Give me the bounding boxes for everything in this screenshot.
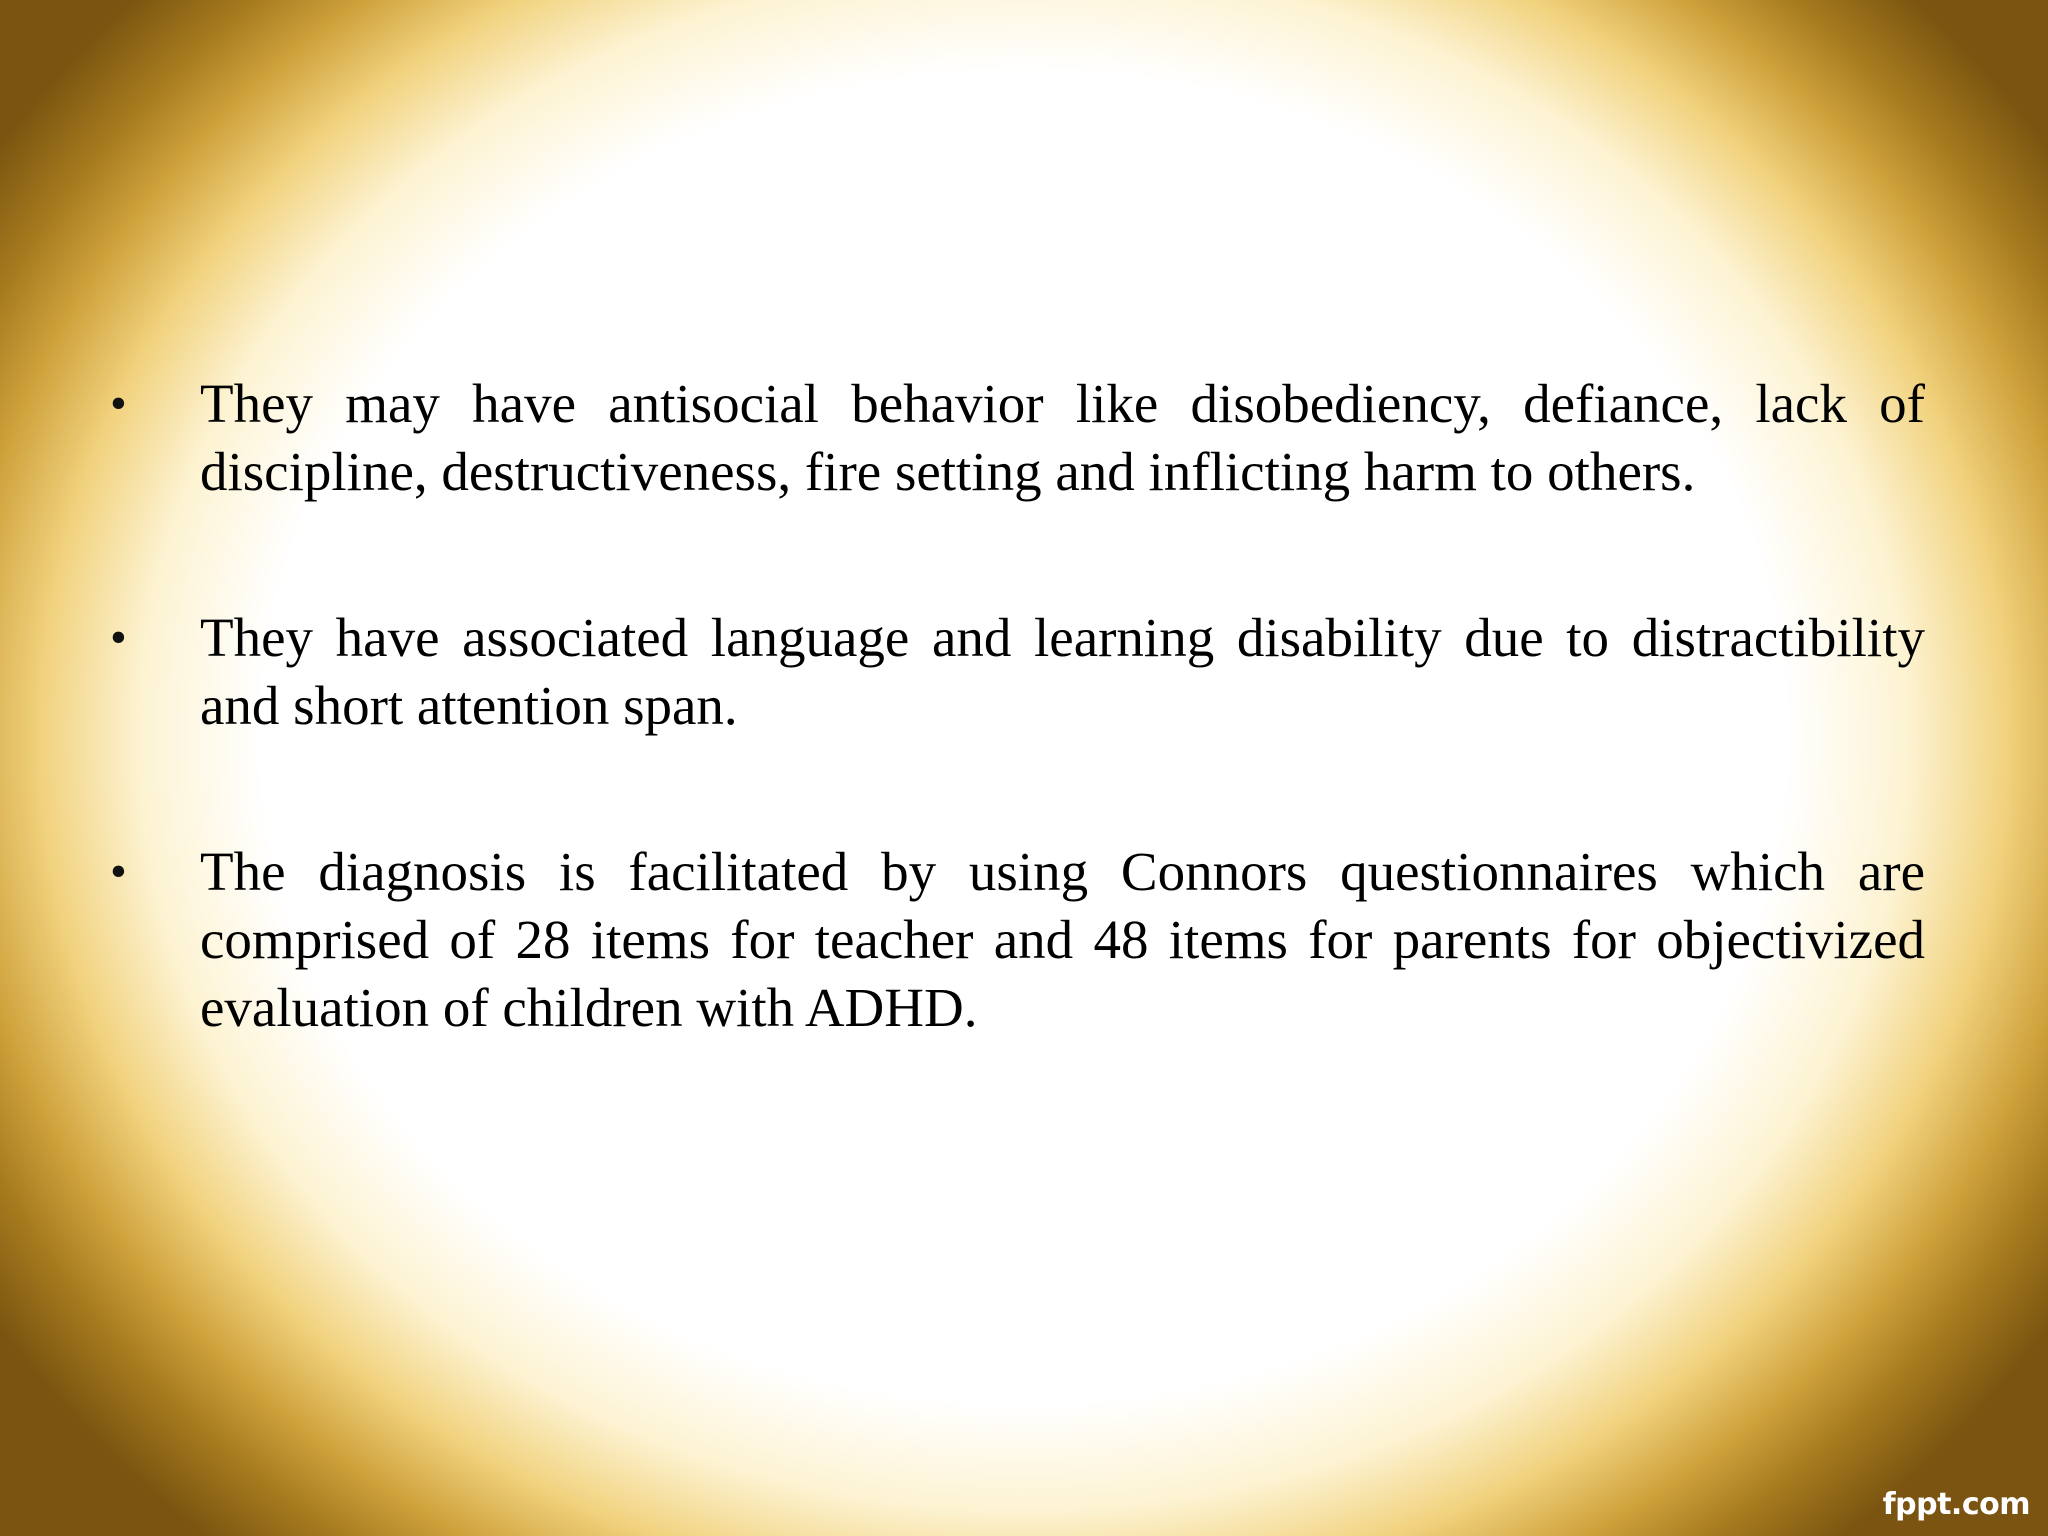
bullet-text: The diagnosis is facilitated by using Connors questionnaires which are comprised of 28 items for teacher and 48 items for parents for objectivized evaluation of children with ADHD. bbox=[200, 841, 1925, 1038]
bullet-item bbox=[110, 604, 1925, 740]
bullet-marker: • bbox=[110, 845, 127, 898]
watermark-text: fppt.com bbox=[1882, 1487, 2030, 1522]
bullet-marker: • bbox=[110, 611, 127, 664]
bullet-text: They have associated language and learning disability due to distractibility and short attention span. bbox=[200, 607, 1925, 736]
bullet-item bbox=[110, 370, 1925, 506]
bullet-text: They may have antisocial behavior like disobediency, defiance, lack of discipline, destructiveness, fire setting and inflicting harm to others. bbox=[200, 373, 1925, 502]
bullet-list bbox=[110, 370, 1925, 1140]
bullet-item bbox=[110, 838, 1925, 1042]
bullet-marker: • bbox=[110, 377, 127, 430]
